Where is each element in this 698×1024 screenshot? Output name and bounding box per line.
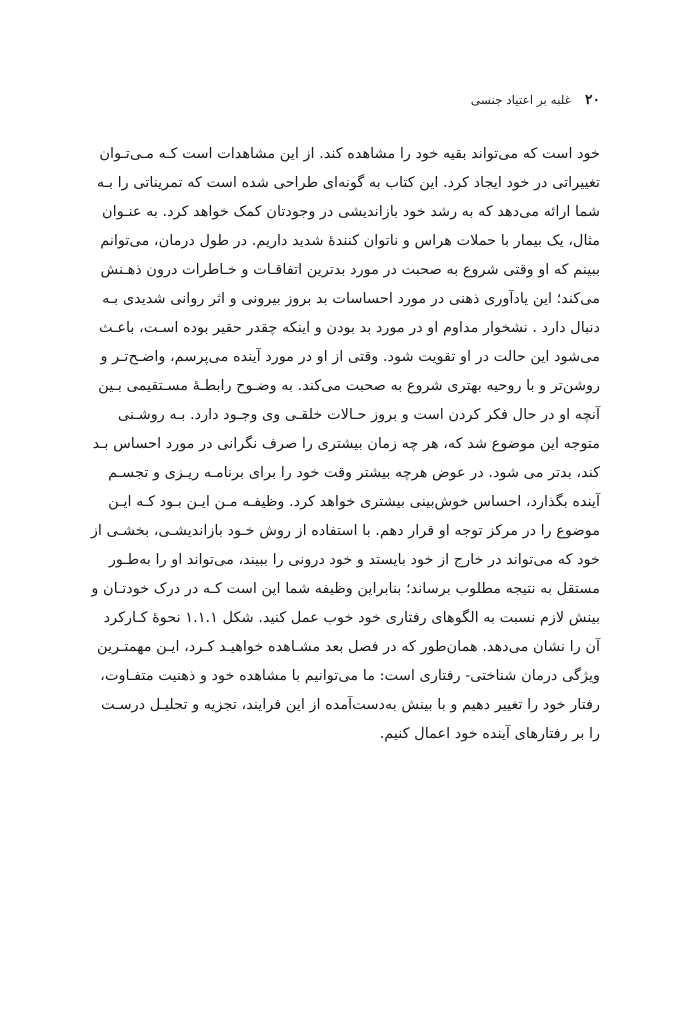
- text-line: آنچه او در حال فکر کردن است و بروز حـالات خلقـی وی وجـود دارد. بـه روشـنی: [117, 407, 600, 423]
- text-line: آن را نشان می‌دهد. همان‌طور که در فصل بعد مشـاهده خواهیـد کـرد، ایـن مهمتـرین: [97, 639, 600, 655]
- text-line: می‌کند؛ این یادآوری ذهنی در مورد احساسات بد بروز بیرونی و اثر روانی شدیدی بـه: [102, 291, 600, 307]
- body-paragraph: [90, 140, 600, 749]
- text-line: ببینم که او وقتی شروع به صحبت در مورد بدترین اتفاقـات و خـاطرات درون ذهـنش: [100, 262, 600, 278]
- text-line: رفتار خود را تغییر دهیم و با بینش به‌دست‌آمده از این فرایند، تجزیه و تحلیـل درسـت: [100, 697, 600, 713]
- text-line: خود است که می‌تواند بقیه خود را مشاهده کند. از این مشاهدات است کـه مـی‌تـوان: [99, 146, 600, 162]
- text-line: آینده بگذارد، احساس خوش‌بینی بیشتری خواهد کرد. وظیفـه مـن ایـن بـود کـه ایـن: [108, 494, 600, 510]
- text-line: کند، بدتر می شود. در عوض هرچه بیشتر وقت خود را برای برنامـه ریـزی و تجسـم: [108, 465, 600, 481]
- text-line: موضوع را در مرکز توجه او قرار دهم. با استفاده از روش خـود بازاندیشـی، بخشـی از: [90, 523, 600, 539]
- text-line: تغییراتی در خود ایجاد کرد. این کتاب به گونه‌ای طراحی شده است که تمریناتی را بـه: [96, 175, 600, 191]
- text-line: خود که می‌تواند در خارج از خود بایستد و خود درونی را ببیند، می‌تواند او را به‌طـور: [108, 552, 600, 568]
- text-line: دنبال دارد . نشخوار مداوم او در مورد بد بودن و اینکه چقدر حقیر بوده اسـت، باعـث: [98, 320, 600, 336]
- text-line: روشن‌تر و با روحیه بهتری شروع به صحبت می‌کند. به وضـوح رابطـهٔ مسـتقیمی بـین: [98, 378, 600, 394]
- text-line: مثال، یک بیمار با حملات هراس و ناتوان کنندهٔ شدید داریم. در طول درمان، می‌توانم: [100, 233, 600, 249]
- text-line: می‌شود این حالت در او تقویت شود. وقتی از او در مورد آینده می‌پرسم، واضـح‌تـر و: [100, 349, 600, 365]
- running-header-title: غلبه بر اعتیاد جنسی: [470, 93, 571, 107]
- text-line: بینش لازم نسبت به الگوهای رفتاری خود خوب عمل کنید. شکل ۱.۱.۱ نحوهٔ کـارکرد: [103, 610, 600, 626]
- text-line: ویژگی درمان شناختی- رفتاری است: ما می‌توانیم با مشاهده خود و ذهنیت متفـاوت،: [100, 668, 600, 684]
- page-number: ۲۰: [584, 92, 600, 108]
- text-line: را بر رفتارهای آینده خود اعمال کنیم.: [379, 726, 600, 742]
- text-line: مستقل به نتیجه مطلوب برساند؛ بنابراین وظیفه شما این است کـه در درک خودتـان و: [91, 581, 600, 597]
- running-header: [471, 92, 600, 108]
- text-line: شما ارائه می‌دهد که به رشد خود بازاندیشی در وجودتان کمک خواهد کرد. به عنـوان: [102, 204, 600, 220]
- text-line: متوجه این موضوع شد که، هر چه زمان بیشتری را صرف نگرانی در مورد احساس بـد: [92, 436, 600, 452]
